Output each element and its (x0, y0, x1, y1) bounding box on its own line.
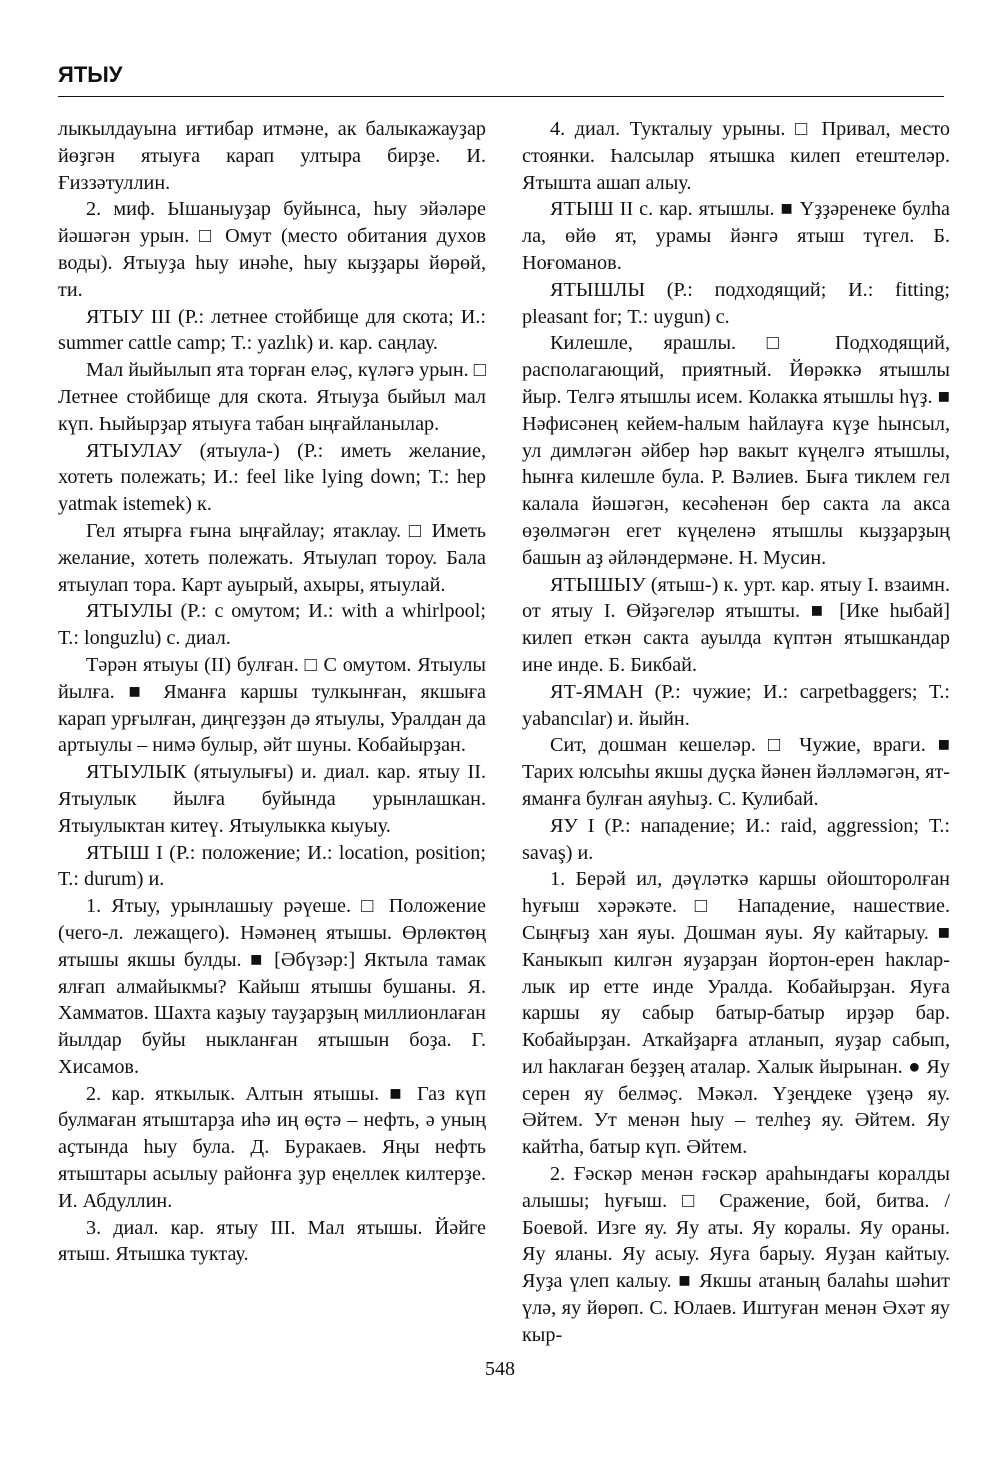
entry-paragraph: лыкылдауына иғтибар итмәне, ак балыкажауҙар йөҙгән ятыуға карап ултыра бирҙе. И. Ғиззәтуллин. (58, 118, 486, 194)
running-head: ЯТЫУ (58, 62, 123, 87)
entry-paragraph: 3. диал. кар. ятыу III. Мал ятышы. Йәйге ятыш. Ятышка туктау. (58, 1216, 486, 1266)
entry-headword-line: ЯУ I (Р.: нападение; И.: raid, aggression; Т.: savaş) и. (522, 814, 950, 864)
entry-paragraph: Тәрән ятыуы (II) булған. □ С омутом. Ятыулы йылға. ■ Яманға каршы тулкынған, якшыға карап урғылған, диңгеҙҙән дә ятыулы, Уралдан да артыулы – нимә булыр, әйт шуны. Кобайырҙан. (58, 653, 486, 757)
left-column (58, 116, 486, 1268)
entry-headword-line: ЯТЫШЛЫ (Р.: подходящий; И.: fitting; pleasant for; Т.: uygun) с. (522, 278, 950, 328)
entry-paragraph: 1. Берәй ил, дәүләткә каршы ойошторолған һуғыш хәрәкәте. □ Нападение, нашествие. Сыңғыҙ хан яуы. Дошман яуы. Яу кайтарыу. ■ Каныкып килгән яуҙарҙан йортон-ерен һакларлык ир етте инде Уралда. Кобайырҙан. Яуға каршы яу сабыр батыр-батыр ирҙәр бар. Кобайырҙан. Аткайҙарға атланып, яуҙар сабып, ил һаклаған беҙҙең аталар. Халык йырынан. ● Яу серен яу белмәҫ. Мәкәл. Үҙеңдеке үҙеңә яу. Әйтем. Ут менән һыу – телһеҙ яу. Әйтем. Яу кайтһа, батыр күп. Әйтем. (522, 868, 950, 1159)
entry-paragraph: Сит, дошман кешеләр. □ Чужие, враги. ■ Тарих юлсыһы якшы дуҫка йәнен йәлләмәгән, ят-яманға булған аяуһыҙ. С. Кулибай. (522, 734, 950, 810)
entry-headword-line: ЯТЫШЫУ (ятыш-) к. урт. кар. ятыу I. взаимн. от ятыу I. Өйҙәгеләр ятышты. ■ [Ике һыбай] килеп еткән сакта ауылда күптән ятышкандар ине инде. Б. Бикбай. (522, 573, 950, 676)
entry-headword-line: ЯТЫУЛЫ (Р.: с омутом; И.: with a whirlpool; Т.: longuzlu) с. диал. (58, 600, 486, 650)
right-column (522, 116, 950, 1349)
entry-paragraph: 2. кар. яткылык. Алтын ятышы. ■ Газ күп булмаған ятыштарҙа иһә иң өҫтә – нефть, ә уның аҫтында һыу була. Д. Буракаев. Яңы нефть ятыштары асылыу районға ҙур еңеллек килтерҙе. И. Абдуллин. (58, 1082, 486, 1212)
entry-paragraph: Килешле, ярашлы. □ Подходящий, располагающий, приятный. Йөрәккә ятышлы йыр. Телгә ятышлы исем. Колакка ятышлы һүҙ. ■ Нәфисәнең кейем-һалым һайлауға күҙе һынсыл, ул димләгән әйбер һәр вакыт күңелгә ятышлы, һынға килешле була. Р. Вәлиев. Быға тиклем гел калала йәшәгән, кесәһенән бер сакта ла акса өҙөлмәгән егет күңеленә ятышлы кыҙҙарҙың башын аҙ әйләндермәне. Н. Мусин. (522, 332, 950, 569)
entry-paragraph: 2. Ғәскәр менән ғәскәр араһындағы коралды алышы; һуғыш. □ Сражение, бой, битва. / Боевой. Изге яу. Яу аты. Яу коралы. Яу ораны. Яу яланы. Яу асыу. Яуға барыу. Яуҙан кайтыу. Яуҙа үлеп калыу. ■ Якшы атаның балаһы шәһит үлә, яу йөрөп. С. Юлаев. Иштуған менән Әхәт яу кыр- (522, 1163, 950, 1346)
entry-headword-line: ЯТЫШ II с. кар. ятышлы. ■ Үҙҙәренеке булһа ла, өйө ят, урамы йәнгә ятыш түгел. Б. Ноғоманов. (522, 198, 950, 274)
entry-headword-line: ЯТЫУ III (Р.: летнее стойбище для скота; И.: summer cattle camp; Т.: yazlık) и. кар. саңлау. (58, 305, 486, 355)
entry-headword-line: ЯТЫУЛЫК (ятыулығы) и. диал. кар. ятыу II. Ятыулык йылға буйында урынлашкан. Ятыулыктан китеү. Ятыулыкка кыуыу. (58, 761, 486, 837)
entry-paragraph: 4. диал. Тукталыу урыны. □ Привал, место стоянки. Һалсылар ятышка килеп етештеләр. Ятышта ашап алыу. (522, 118, 950, 194)
entry-paragraph: 2. миф. Ышаныуҙар буйынса, һыу эйәләре йәшәгән урын. □ Омут (место обитания духов воды). Ятыуҙа һыу инәһе, һыу кыҙҙары йөрөй, ти. (58, 198, 486, 301)
entry-paragraph: Мал йыйылып ята торған еләҫ, күләгә урын. □ Летнее стойбище для скота. Ятыуҙа быйыл мал күп. Һыйырҙар ятыуға табан ыңғайланылар. (58, 359, 486, 435)
entry-headword-line: ЯТЫУЛАУ (ятыула-) (Р.: иметь желание, хотеть полежать; И.: feel like lying down; Т.: hep yatmak istemek) к. (58, 439, 486, 516)
page-number: 548 (485, 1358, 515, 1380)
header-rule (58, 96, 944, 97)
entry-paragraph: Гел ятырға ғына ыңғайлау; ятаклау. □ Иметь желание, хотеть полежать. Ятыулап тороу. Бала ятыулап тора. Карт ауырый, ахыры, ятыулай. (58, 519, 486, 596)
entry-paragraph: 1. Ятыу, урынлашыу рәүеше. □ Положение (чего-л. лежащего). Нәмәнең ятышы. Өрлөктөң ятышы якшы булды. ■ [Әбүзәр:] Яктыла тамак ялғап алмайыкмы? Кайыш ятышы бушаны. Я. Хамматов. Шахта каҙыу тауҙарҙың миллионлаған йылдар буйы ныкланған ятышын боҙа. Г. Хисамов. (58, 895, 486, 1078)
entry-headword-line: ЯТЫШ I (Р.: положение; И.: location, position; Т.: durum) и. (58, 841, 486, 891)
entry-headword-line: ЯТ-ЯМАН (Р.: чужие; И.: carpetbaggers; Т.: yabancılar) и. йыйн. (522, 680, 950, 730)
